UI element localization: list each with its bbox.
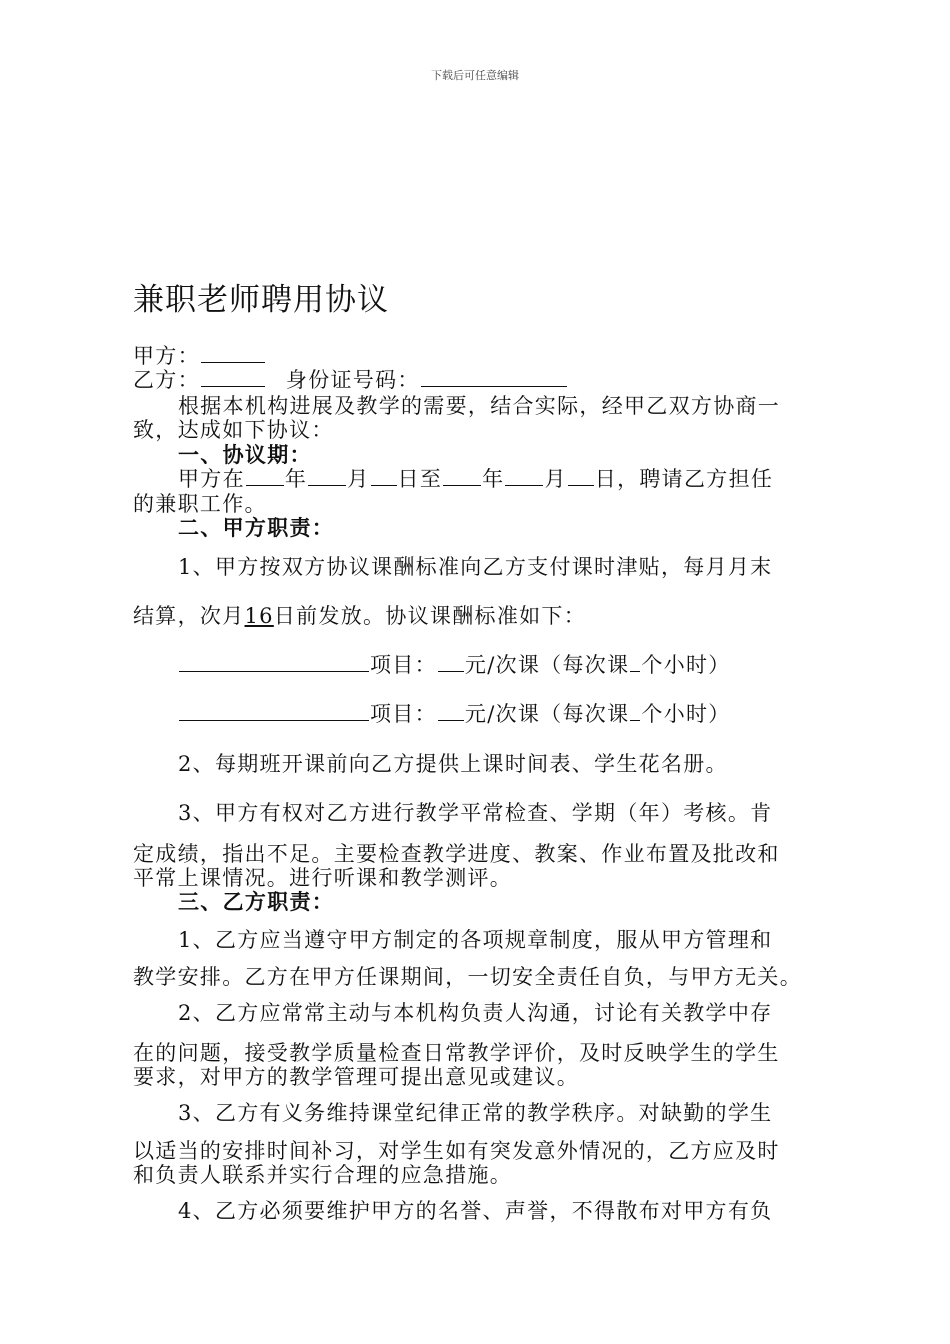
month-blank-1 [308, 467, 346, 486]
sec2-item3-line1: 3、甲方有权对乙方进行教学平常检查、学期（年）考核。肯 [178, 801, 773, 825]
fee-row-1-hours-blank [630, 653, 640, 672]
party-b-blank [201, 368, 265, 387]
party-a-blank [201, 344, 265, 363]
id-number-blank [421, 368, 567, 387]
year-blank-1 [246, 467, 284, 486]
fee-row-1-subject-blank [179, 653, 369, 672]
sec3-item2-line1: 2、乙方应常常主动与本机构负责人沟通，讨论有关教学中存 [178, 1001, 773, 1025]
fee-row-1-label: 项目： [370, 653, 437, 677]
payment-day-number: 16 [244, 604, 274, 628]
day-blank-2 [568, 467, 594, 486]
fee-row-2-price-blank [438, 702, 464, 721]
fee-row-2 [178, 702, 731, 726]
sec3-item3-line2: 以适当的安排时间补习，对学生如有突发意外情况的，乙方应及时 [133, 1139, 780, 1163]
fee-row-2-subject-blank [179, 702, 369, 721]
sec2-item2: 2、每期班开课前向乙方提供上课时间表、学生花名册。 [178, 752, 728, 776]
sec3-item1-line1: 1、乙方应当遵守甲方制定的各项规章制度，服从甲方管理和 [178, 928, 773, 952]
day-label-1: 日至 [397, 467, 443, 491]
intro-line-1: 根据本机构进展及教学的需要，结合实际，经甲乙双方协商一 [178, 394, 781, 418]
year-label-1: 年 [284, 467, 308, 491]
section-1-heading: 一、协议期： [178, 442, 312, 467]
section-3-heading: 三、乙方职责： [178, 889, 335, 914]
fee-row-2-hours-blank [630, 702, 640, 721]
month-label-1: 月 [347, 467, 370, 491]
agreement-period-line [178, 467, 773, 491]
id-number-label: 身份证号码： [285, 368, 420, 392]
party-a-label: 甲方： [133, 344, 200, 368]
document-title: 兼职老师聘用协议 [133, 282, 389, 318]
party-b-line [133, 368, 568, 392]
month-label-2: 月 [544, 467, 567, 491]
year-label-2: 年 [482, 467, 505, 491]
day-blank-1 [371, 467, 397, 486]
fee-row-1 [178, 653, 731, 677]
sec3-item2-line2: 在的问题，接受教学质量检查日常教学评价，及时反映学生的学生 [133, 1041, 780, 1065]
settlement-text-a: 结算，次月 [133, 604, 245, 628]
party-b-label: 乙方： [133, 368, 200, 392]
fee-row-2-label: 项目： [370, 702, 437, 726]
fee-row-2-unit: 元/次课（每次课 [464, 702, 630, 726]
fee-row-2-tail: 个小时） [641, 702, 731, 726]
month-blank-2 [505, 467, 543, 486]
intro-line-2: 致，达成如下协议： [133, 418, 334, 442]
sec2-item3-line2: 定成绩，指出不足。主要检查教学进度、教案、作业布置及批改和 [133, 842, 780, 866]
sec3-item3-line3: 和负责人联系并实行合理的应急措施。 [133, 1163, 513, 1187]
agreement-period-line-2: 的兼职工作。 [133, 492, 267, 516]
fee-row-1-unit: 元/次课（每次课 [464, 653, 630, 677]
sec3-item3-line1: 3、乙方有义务维持课堂纪律正常的教学秩序。对缺勤的学生 [178, 1101, 773, 1125]
section-2-heading: 二、甲方职责： [178, 515, 335, 540]
settlement-text-b: 日前发放。协议课酬标准如下： [273, 604, 587, 628]
party-a-line [133, 344, 266, 368]
page-header-note: 下载后可任意编辑 [431, 69, 519, 82]
sec3-item2-line3: 要求，对甲方的教学管理可提出意见或建议。 [133, 1065, 579, 1089]
day-label-2: 日，聘请乙方担任 [594, 467, 774, 491]
sec2-item1-line1: 1、甲方按双方协议课酬标准向乙方支付课时津贴，每月月末 [178, 555, 773, 579]
sec3-item4-line1: 4、乙方必须要维护甲方的名誉、声誉，不得散布对甲方有负 [178, 1199, 773, 1223]
year-blank-2 [443, 467, 481, 486]
fee-row-1-price-blank [438, 653, 464, 672]
sec3-item1-line2: 教学安排。乙方在甲方任课期间，一切安全责任自负，与甲方无关。 [133, 965, 802, 989]
fee-row-1-tail: 个小时） [641, 653, 731, 677]
sec2-item1-line2 [133, 604, 586, 628]
sec2-item3-line3: 平常上课情况。进行听课和教学测评。 [133, 866, 513, 890]
period-text-start: 甲方在 [178, 467, 245, 491]
